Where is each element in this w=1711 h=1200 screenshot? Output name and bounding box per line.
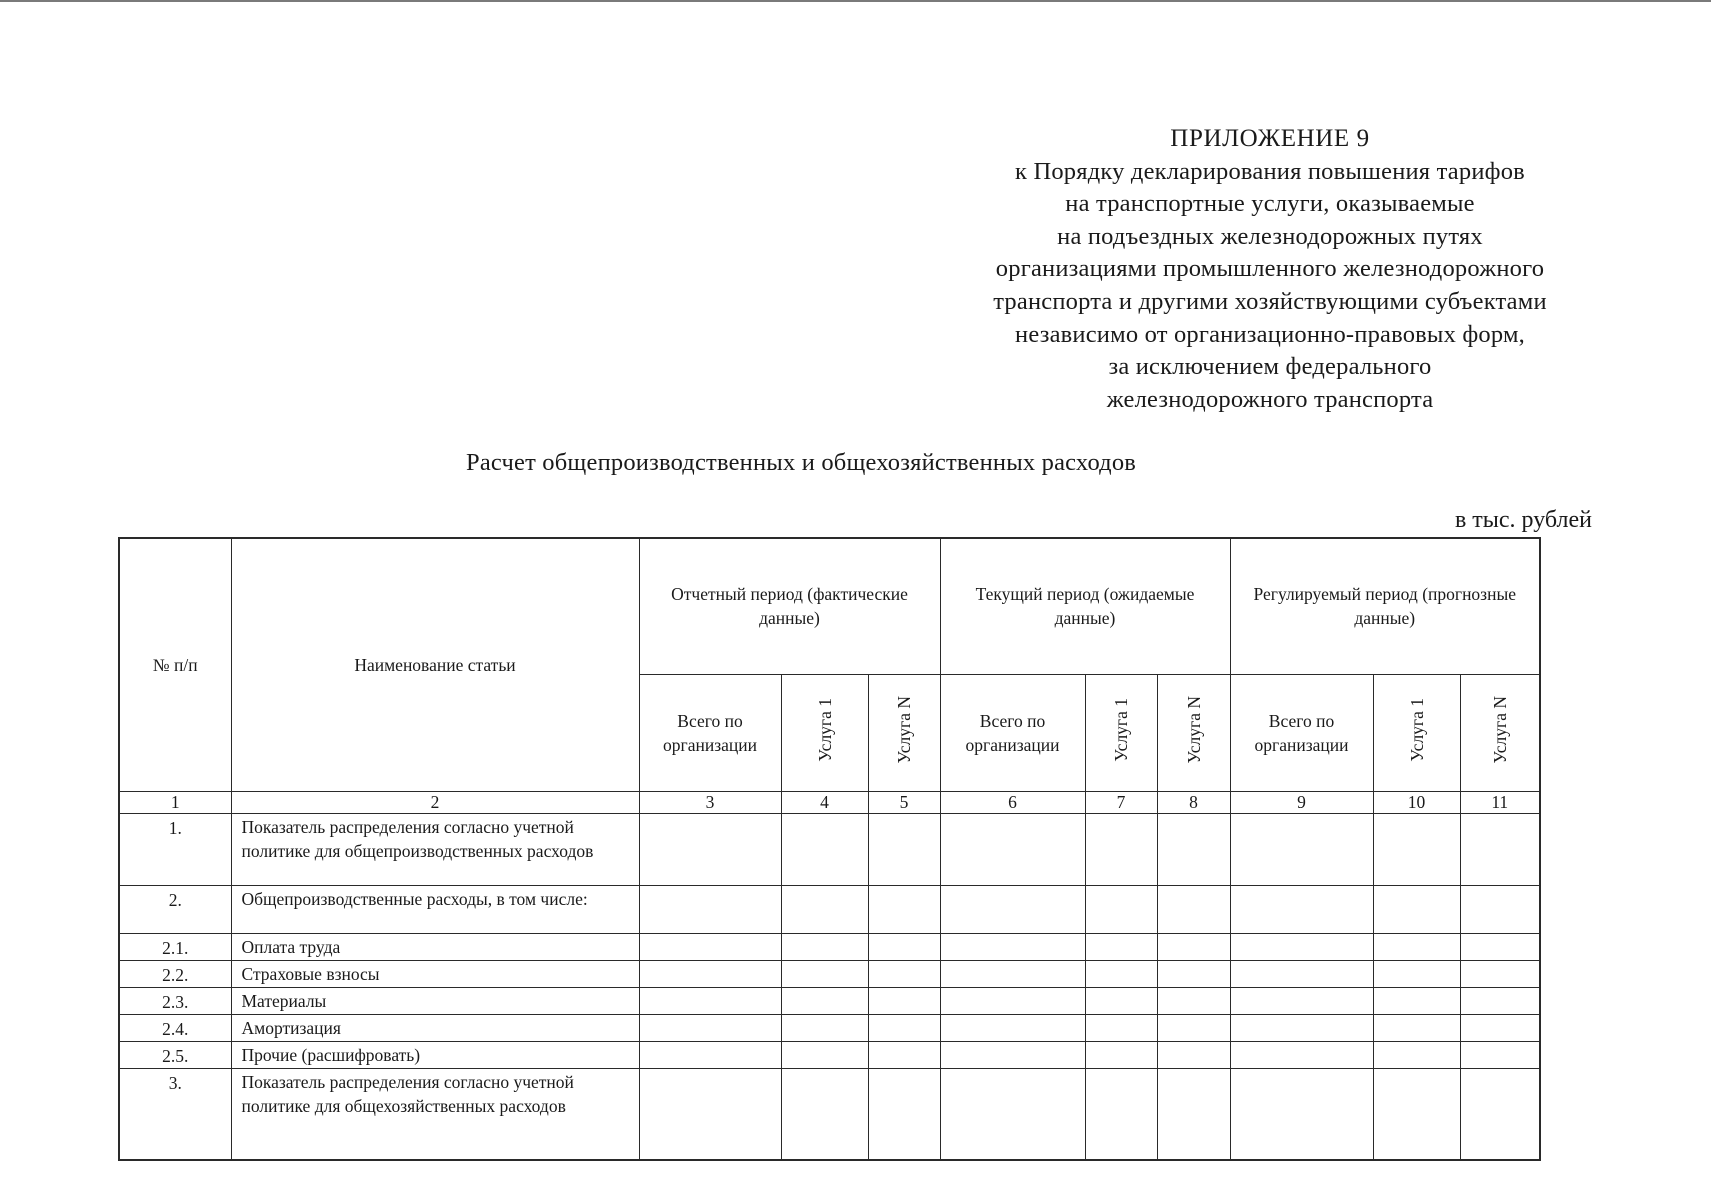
data-cell: [639, 987, 781, 1014]
appendix-title: ПРИЛОЖЕНИЕ 9: [1170, 125, 1370, 152]
data-cell: [1230, 813, 1373, 885]
data-cell: [1373, 987, 1460, 1014]
serviceN-label: Услуга N: [894, 695, 914, 764]
service1-label: Услуга 1: [1406, 697, 1427, 762]
data-cell: [1460, 813, 1540, 885]
column-number: 3: [639, 791, 781, 813]
units-label: в тыс. рублей: [1454, 507, 1592, 533]
data-cell: [781, 1068, 868, 1160]
appendix-line: к Порядку декларирования повышения тарифов: [1015, 157, 1525, 185]
data-cell: [639, 1014, 781, 1041]
data-cell: [868, 960, 940, 987]
column-number: 6: [940, 791, 1085, 813]
data-cell: [781, 1014, 868, 1041]
data-cell: [1085, 933, 1157, 960]
data-cell: [639, 1041, 781, 1068]
data-cell: [1157, 933, 1230, 960]
data-cell: [868, 1041, 940, 1068]
table-row: [119, 933, 1540, 960]
column-number: 9: [1230, 791, 1373, 813]
column-number: 1: [119, 791, 231, 813]
data-cell: [1157, 960, 1230, 987]
data-cell: [781, 960, 868, 987]
data-cell: [868, 1014, 940, 1041]
data-cell: [1157, 987, 1230, 1014]
row-name: Показатель распределения согласно учетной политике для общепроизводственных расходов: [231, 813, 639, 885]
header-total-regulated: Всего по организации: [1230, 674, 1373, 791]
data-cell: [868, 1068, 940, 1160]
data-cell: [940, 813, 1085, 885]
row-name: Показатель распределения согласно учетной политике для общехозяйственных расходов: [231, 1068, 639, 1160]
row-number: 3.: [119, 1068, 231, 1160]
header-service1-current: [1085, 674, 1157, 791]
data-cell: [1373, 1014, 1460, 1041]
data-cell: [1085, 885, 1157, 933]
appendix-line: за исключением федерального: [1108, 353, 1432, 381]
data-cell: [868, 813, 940, 885]
table-row: [119, 885, 1540, 933]
service1-label: Услуга 1: [814, 697, 835, 762]
row-number: 2.3.: [119, 987, 231, 1014]
data-cell: [1230, 933, 1373, 960]
data-cell: [781, 1041, 868, 1068]
table-row: [119, 1014, 1540, 1041]
row-name: Страховые взносы: [231, 960, 639, 987]
serviceN-label: Услуга N: [1183, 695, 1204, 764]
table-row: [119, 1068, 1540, 1160]
row-number: 2.1.: [119, 933, 231, 960]
data-cell: [868, 885, 940, 933]
header-serviceN-reporting: [868, 674, 940, 791]
data-cell: [1085, 1041, 1157, 1068]
header-row-groups: [119, 538, 1540, 674]
column-number: 11: [1460, 791, 1540, 813]
data-cell: [1373, 813, 1460, 885]
data-cell: [940, 960, 1085, 987]
header-total-current: Всего по организации: [940, 674, 1085, 791]
data-cell: [1230, 1014, 1373, 1041]
data-cell: [1230, 987, 1373, 1014]
data-cell: [1085, 813, 1157, 885]
data-cell: [781, 813, 868, 885]
data-cell: [868, 987, 940, 1014]
data-cell: [1373, 933, 1460, 960]
data-cell: [1157, 1068, 1230, 1160]
column-number: 2: [231, 791, 639, 813]
data-cell: [1085, 987, 1157, 1014]
data-cell: [1373, 885, 1460, 933]
data-cell: [1085, 1068, 1157, 1160]
header-service1-reporting: [781, 674, 868, 791]
data-cell: [1157, 1041, 1230, 1068]
row-number: 2.4.: [119, 1014, 231, 1041]
service1-label: Услуга 1: [1111, 697, 1131, 762]
appendix-header: [900, 123, 1640, 416]
table-row: [119, 987, 1540, 1014]
data-cell: [639, 933, 781, 960]
expenses-table: [118, 537, 1541, 1161]
data-cell: [940, 1041, 1085, 1068]
data-cell: [639, 813, 781, 885]
data-cell: [940, 885, 1085, 933]
appendix-line: организациями промышленного железнодорожного: [995, 255, 1545, 283]
data-cell: [1460, 960, 1540, 987]
column-numbers-row: [119, 791, 1540, 813]
appendix-line: на транспортные услуги, оказываемые: [1065, 190, 1475, 218]
data-cell: [781, 933, 868, 960]
column-number: 7: [1085, 791, 1157, 813]
row-name: Общепроизводственные расходы, в том числе:: [231, 885, 639, 933]
data-cell: [1085, 960, 1157, 987]
data-cell: [868, 933, 940, 960]
data-cell: [1230, 1068, 1373, 1160]
header-name: Наименование статьи: [231, 538, 639, 791]
header-current-period: Текущий период (ожидаемые данные): [940, 538, 1230, 674]
data-cell: [1373, 960, 1460, 987]
header-serviceN-current: [1157, 674, 1230, 791]
data-cell: [1230, 1041, 1373, 1068]
header-reporting-period: Отчетный период (фактические данные): [639, 538, 940, 674]
data-cell: [781, 885, 868, 933]
data-cell: [1460, 987, 1540, 1014]
data-cell: [1230, 960, 1373, 987]
data-cell: [1460, 885, 1540, 933]
column-number: 5: [868, 791, 940, 813]
data-cell: [639, 1068, 781, 1160]
data-cell: [1373, 1068, 1460, 1160]
table-row: [119, 813, 1540, 885]
data-cell: [1157, 885, 1230, 933]
header-serviceN-regulated: [1460, 674, 1540, 791]
row-number: 2.5.: [119, 1041, 231, 1068]
data-cell: [940, 1014, 1085, 1041]
row-number: 1.: [119, 813, 231, 885]
row-number: 2.: [119, 885, 231, 933]
row-name: Оплата труда: [231, 933, 639, 960]
appendix-line: железнодорожного транспорта: [1106, 385, 1434, 413]
header-regulated-period: Регулируемый период (прогнозные данные): [1230, 538, 1540, 674]
column-number: 8: [1157, 791, 1230, 813]
data-cell: [1460, 933, 1540, 960]
data-cell: [1460, 1014, 1540, 1041]
data-cell: [781, 987, 868, 1014]
column-number: 4: [781, 791, 868, 813]
data-cell: [1085, 1014, 1157, 1041]
data-cell: [1460, 1041, 1540, 1068]
header-num: № п/п: [119, 538, 231, 791]
data-cell: [1157, 813, 1230, 885]
row-name: Материалы: [231, 987, 639, 1014]
data-cell: [1460, 1068, 1540, 1160]
data-cell: [940, 987, 1085, 1014]
table-row: [119, 960, 1540, 987]
row-number: 2.2.: [119, 960, 231, 987]
scan-top-edge: [0, 0, 1711, 2]
column-number: 10: [1373, 791, 1460, 813]
data-cell: [940, 933, 1085, 960]
header-service1-regulated: [1373, 674, 1460, 791]
data-cell: [639, 960, 781, 987]
appendix-line: на подъездных железнодорожных путях: [1057, 222, 1483, 250]
data-cell: [940, 1068, 1085, 1160]
data-cell: [1157, 1014, 1230, 1041]
appendix-line: транспорта и другими хозяйствующими субъектами: [993, 287, 1547, 315]
serviceN-label: Услуга N: [1489, 695, 1510, 764]
appendix-line: независимо от организационно-правовых форм,: [1015, 320, 1525, 348]
header-total-reporting: Всего по организации: [639, 674, 781, 791]
document-title: Расчет общепроизводственных и общехозяйственных расходов: [466, 449, 1137, 476]
row-name: Прочие (расшифровать): [231, 1041, 639, 1068]
data-cell: [1373, 1041, 1460, 1068]
row-name: Амортизация: [231, 1014, 639, 1041]
table-row: [119, 1041, 1540, 1068]
data-cell: [1230, 885, 1373, 933]
data-cell: [639, 885, 781, 933]
